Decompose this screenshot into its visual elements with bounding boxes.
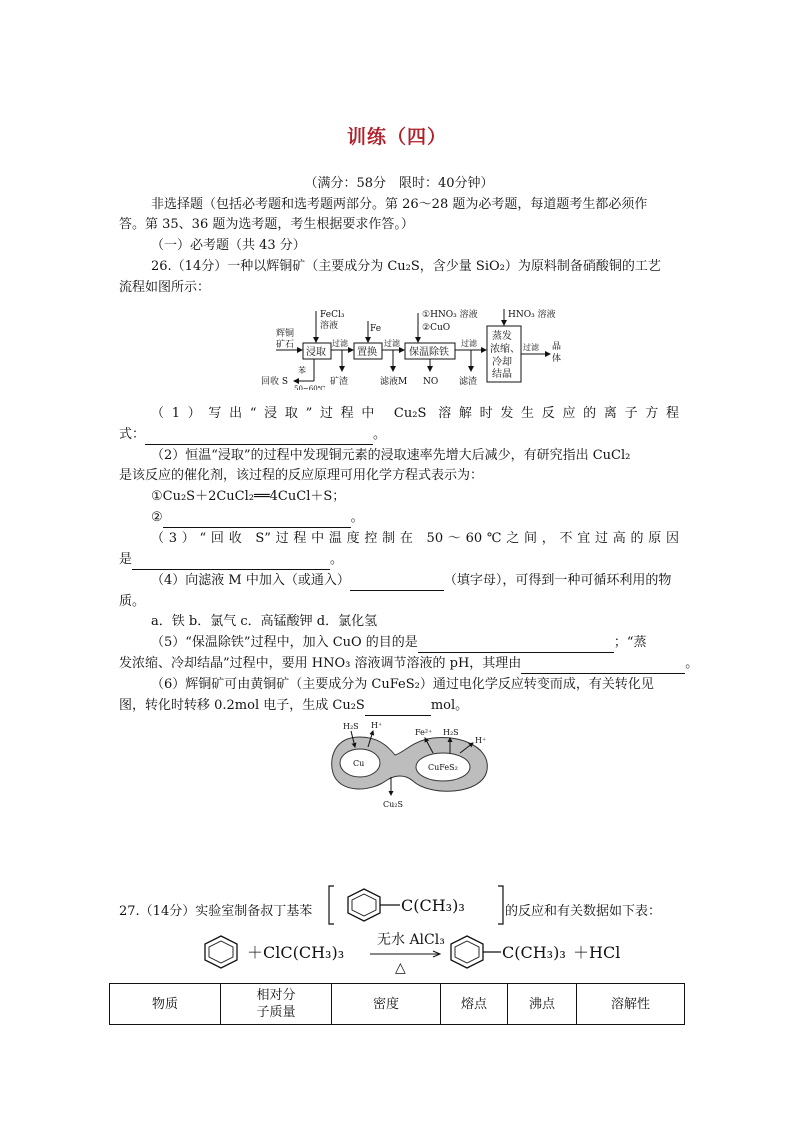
cell-h2s-left: H₂S xyxy=(343,722,359,731)
cell-cufes2: CuFeS₂ xyxy=(428,763,458,772)
flow-filter-1: 过滤 xyxy=(332,339,348,348)
flow-temp: 50~60℃ xyxy=(294,385,326,390)
q27-stem-b: 的反应和有关数据如下表： xyxy=(505,904,662,919)
reagent: ＋ClC(CH₃)₃ xyxy=(247,943,345,962)
q26-p2-eq2-line: ② 。 xyxy=(151,508,711,528)
flow-start-2: 矿石 xyxy=(276,340,295,350)
flow-product-1: 晶 xyxy=(552,342,562,352)
table-header-row xyxy=(110,984,685,1025)
q26-p6-line-b xyxy=(119,696,679,716)
q26-p5-line-b: 发浓缩、冷却结晶”过程中，要用 HNO₃ 溶液调节溶液的 pH，其理由 。 xyxy=(119,654,679,674)
section-heading: （一）必考题（共 43 分） xyxy=(151,238,306,253)
cell-cu2s: Cu₂S xyxy=(383,800,403,809)
flow-fe: Fe xyxy=(370,324,382,334)
q26-p4-line-a xyxy=(151,571,711,591)
answer-blank-p2[interactable] xyxy=(163,513,351,528)
q26-stem-1: 26.（14分）一种以辉铜矿（主要成分为 Cu₂S，含少量 SiO₂）为原料制备硝酸铜的工艺 xyxy=(151,259,661,274)
q26-p2-line-b: 是该反应的催化剂，该过程的反应原理可用化学方程式表示为： xyxy=(119,468,484,483)
reaction-equation xyxy=(195,925,635,977)
cell-cu: Cu xyxy=(353,759,365,768)
q26-p5-label-b: 发浓缩、冷却结晶”过程中，要用 HNO₃ 溶液调节溶液的 pH，其理由 xyxy=(119,656,522,671)
catalyst: 无水 AlCl₃ xyxy=(377,932,445,948)
box-cryst-1: 蒸发 xyxy=(492,331,512,342)
answer-blank-p4[interactable] xyxy=(350,576,444,591)
flow-filter-4: 过滤 xyxy=(523,343,539,352)
cell-h-right: H⁺ xyxy=(475,736,487,745)
flow-filter-3: 过滤 xyxy=(461,339,477,348)
flow-filter-2: 过滤 xyxy=(384,339,400,348)
answer-blank-p5a[interactable] xyxy=(418,638,614,653)
answer-blank-p6[interactable] xyxy=(365,701,431,716)
flow-fecl3-2: 溶液 xyxy=(320,321,339,331)
q26-p4-line-b: 质。 xyxy=(119,594,146,609)
product-group: C(CH₃)₃ xyxy=(502,943,566,962)
flow-recover-s: 回收 S xyxy=(261,377,289,387)
answer-blank-p5b[interactable] xyxy=(521,659,685,674)
flow-product-2: 体 xyxy=(552,354,562,364)
table-header-cell: 物质 xyxy=(110,984,221,1025)
q26-p6-line-a: （6）辉铜矿可由黄铜矿（主要成分为 CuFeS₂）通过电化学反应转变而成，有关转化见 xyxy=(151,677,654,692)
q26-p4-label-2: （填字母），可得到一种可循环利用的物 xyxy=(443,573,672,588)
q26-p3-line-b: 是 。 xyxy=(119,550,679,570)
flow-filtrate-m: 滤液M xyxy=(380,377,408,387)
flow-hno3-top: HNO₃ 溶液 xyxy=(508,310,556,320)
intro-line-2: 答。第 35、36 题为选考题，考生根据要求作答。） xyxy=(119,217,414,232)
q26-stem-2: 流程如图所示： xyxy=(119,280,211,295)
q26-p5-label-2: ；“蒸 xyxy=(613,635,647,650)
q26-p1-label: 式： xyxy=(119,427,146,442)
cell-h2s-right: H₂S xyxy=(443,728,459,737)
table-header-cell: 相对分 子质量 xyxy=(221,984,332,1025)
answer-blank-p3[interactable] xyxy=(132,555,330,570)
page-title: 训练（四） xyxy=(346,126,447,148)
q26-p2-eq1: ①Cu₂S＋2CuCl₂══4CuCl＋S； xyxy=(151,489,346,504)
flow-benzene: 苯 xyxy=(298,366,306,375)
cell-h-left: H⁺ xyxy=(371,721,383,730)
q26-p4-label: （4）向滤液 M 中加入（或通入） xyxy=(151,573,350,588)
flow-start-1: 辉铜 xyxy=(276,329,295,339)
table-header-cell: 溶解性 xyxy=(577,984,685,1025)
q27-stem-a: 27.（14分）实验室制备叔丁基苯 xyxy=(119,904,313,919)
flow-fecl3-1: FeCl₃ xyxy=(320,310,345,320)
flow-hno3-cuo-2: ②CuO xyxy=(422,323,451,333)
q26-p4-options: a．铁 b．氯气 c．高锰酸钾 d．氯化氢 xyxy=(151,614,378,629)
q26-p6-label: 图，转化时转移 0.2mol 电子，生成 Cu₂S xyxy=(119,698,365,713)
table-header-cell: 沸点 xyxy=(508,984,577,1025)
q26-p2-eq2-label: ② xyxy=(151,510,163,525)
q26-p5-label: （5）“保温除铁”过程中，加入 CuO 的目的是 xyxy=(151,635,418,650)
q26-p1-line-b: 式： 。 xyxy=(119,425,679,445)
box-leach-label: 浸取 xyxy=(306,347,326,358)
hcl: ＋HCl xyxy=(573,943,621,962)
box-cryst-2: 浓缩、 xyxy=(490,344,520,355)
properties-table xyxy=(109,983,685,1025)
intro-line-1: 非选择题（包括必考题和选考题两部分。第 26～28 题为必考题，每道题考生都必须作 xyxy=(151,197,648,212)
heat-symbol: △ xyxy=(395,960,406,976)
q26-p3-label: 是 xyxy=(119,552,133,567)
flow-hno3-cuo-1: ①HNO₃ 溶液 xyxy=(422,310,478,320)
table-header-cell: 熔点 xyxy=(441,984,508,1025)
q26-p1-line-a: （1）写出“浸取”过程中 Cu₂S 溶解时发生反应的离子方程 xyxy=(151,406,679,421)
answer-blank-p1[interactable] xyxy=(145,430,373,445)
table-header-cell: 密度 xyxy=(332,984,441,1025)
q26-p6-unit: mol。 xyxy=(430,698,469,713)
electrochemical-diagram xyxy=(315,715,495,813)
q26-p2-line-a: （2）恒温“浸取”的过程中发现铜元素的浸取速率先增大后减少，有研究指出 CuCl₂ xyxy=(151,448,631,463)
cell-fe2: Fe²⁺ xyxy=(415,728,433,737)
flow-ore-residue: 矿渣 xyxy=(330,377,349,387)
box-cryst-4: 结晶 xyxy=(492,369,512,380)
flow-residue: 滤渣 xyxy=(459,377,478,387)
flow-no: NO xyxy=(423,377,439,387)
box-cryst-3: 冷却 xyxy=(492,357,512,368)
process-flowchart xyxy=(258,305,588,390)
q26-p3-line-a: （3）“回收 S”过程中温度控制在 50～60℃之间，不宜过高的原因 xyxy=(151,531,679,546)
mol-substituent: C(CH₃)₃ xyxy=(401,896,465,915)
score-time: （满分：58分 限时：40分钟） xyxy=(304,176,494,191)
q26-p5-line-a xyxy=(151,633,711,653)
box-replace-label: 置换 xyxy=(357,347,377,358)
tert-butylbenzene-structure xyxy=(326,883,506,927)
box-iron-label: 保温除铁 xyxy=(409,347,449,358)
